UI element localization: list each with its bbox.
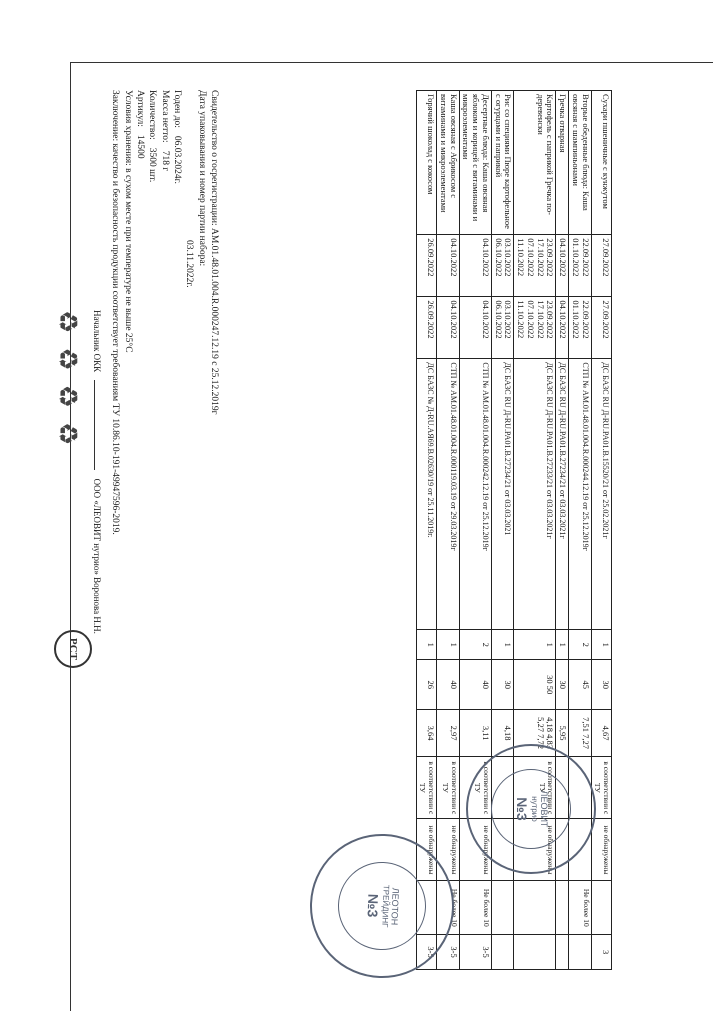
table-cell-date1: 04.10.2022 bbox=[556, 235, 569, 297]
table-cell-date2: 26.09.2022 bbox=[416, 297, 436, 359]
table-cell-name: Десертные блюда: Каша овсяная яблоком и корицей с витаминами и микроэлементами bbox=[459, 91, 491, 235]
table-cell-date1: 26.09.2022 bbox=[416, 235, 436, 297]
table-cell-r bbox=[569, 935, 592, 970]
stamp-inner: ЛЕОТОН ТРЕЙДИНГ №3 bbox=[336, 860, 428, 952]
table-cell-c1: в соответствии с ТУ bbox=[416, 757, 436, 819]
table-cell-name: Картофель с паприкой Гречка по-деревенски bbox=[514, 91, 556, 235]
table-cell-c2: не обнаружены bbox=[514, 819, 556, 881]
footer-line: Годен до: 06.03.2024г. bbox=[171, 90, 182, 184]
table-cell-doc: ДС БАЗС RU Д-RU.PA01.В.27233/21 от 03.03.2021г bbox=[514, 359, 556, 630]
table-cell-r: 3-5 bbox=[459, 935, 491, 970]
table-cell-n2: 40 bbox=[459, 660, 491, 709]
footer-line: Артикул: 14500 bbox=[134, 90, 145, 159]
table-cell-doc: СТП № АМ.01.48.01.004.R.000119.03.19 от 29.03.2019г bbox=[437, 359, 460, 630]
recycle-icon: ♻ bbox=[53, 384, 82, 408]
table-row bbox=[591, 91, 611, 970]
table-cell-r bbox=[556, 935, 569, 970]
certification-mark-icon: РСТ bbox=[54, 630, 92, 668]
table-cell-n2: 30 bbox=[591, 660, 611, 709]
table-cell-name: Каша овсяная с Абрикосом с витаминами и микроэлементами bbox=[437, 91, 460, 235]
table-cell-r bbox=[514, 935, 556, 970]
table-cell-name: Рис со специями Пюре картофельное с огурцами и паприкой bbox=[491, 91, 514, 235]
table-cell-n1: 1 bbox=[556, 629, 569, 660]
table-cell-date2: 04.10.2022 bbox=[459, 297, 491, 359]
table-cell-c3 bbox=[556, 881, 569, 935]
table-cell-r bbox=[491, 935, 514, 970]
table-cell-n2: 30 bbox=[556, 660, 569, 709]
footer-line: Свидетельство о госрегистрации: АМ.01.48.01.004.R.000247.12.19 с 25.12.2019г bbox=[209, 90, 219, 415]
table-cell-n1: 2 bbox=[569, 629, 592, 660]
table-cell-r: 3 bbox=[591, 935, 611, 970]
table-cell-date1: 04.10.2022 bbox=[459, 235, 491, 297]
table-cell-c3: Не более 10 bbox=[437, 881, 460, 935]
table-cell-c2: не обнаружены bbox=[459, 819, 491, 881]
table-cell-date1: 04.10.2022 bbox=[437, 235, 460, 297]
table-cell-val: 4,18 bbox=[491, 709, 514, 756]
table-cell-n1: 1 bbox=[416, 629, 436, 660]
table-cell-c2: не обнаружены bbox=[591, 819, 611, 881]
table-row bbox=[416, 91, 436, 970]
table-cell-date1: 23.09.2022 17.10.2022 07.10.2022 11.10.2022 bbox=[514, 235, 556, 297]
table-cell-n2: 45 bbox=[569, 660, 592, 709]
table-cell-doc: ДС БАЗС № Д-RU.АЯ69.В.02630/19 от 25.11.2019г. bbox=[416, 359, 436, 630]
stamp-inner: ЛЕОВИТ нутрио №3 bbox=[491, 769, 571, 849]
table-cell-r: 3-5 bbox=[437, 935, 460, 970]
signature bbox=[94, 380, 95, 470]
table-cell-doc: ДС БАЗС RU Д-RU.PA01.В.27234/21 от 03.03.2021г bbox=[556, 359, 569, 630]
table-cell-val: 4,18 4,83 5,27 7,72 bbox=[514, 709, 556, 756]
table-cell-n1: 1 bbox=[437, 629, 460, 660]
footer-line: Условия хранения: в сухом месте при температуре не выше 25°С bbox=[122, 90, 133, 353]
table-cell-c2: не обнаружены bbox=[437, 819, 460, 881]
table-cell-n2: 40 bbox=[437, 660, 460, 709]
table-cell-name: Сухари пшеничные с кунжутом bbox=[591, 91, 611, 235]
footer-line: Заключение: качество и безопасность продукции соответствует требованиям ТУ 10.86.10-191-49947596-2019. bbox=[110, 90, 121, 535]
table-cell-date1: 22.09.2022 01.10.2022 bbox=[569, 235, 592, 297]
table-cell-doc: ДС БАЗС RU Д-RU.PA01.В.15520/21 от 25.02.2021г bbox=[591, 359, 611, 630]
footer-line: Количество: 3500 шт. bbox=[147, 90, 158, 183]
table-cell-doc: ДС БАЗС RU Д-RU.PA01.В.27234/21 от 03.03.2021 bbox=[491, 359, 514, 630]
company-stamp bbox=[466, 744, 596, 874]
table-cell-date2: 03.10.2022 06.10.2022 bbox=[491, 297, 514, 359]
table-cell-c1: в соответствии с ТУ bbox=[514, 757, 556, 819]
table-cell-val: 5,95 bbox=[556, 709, 569, 756]
footer-line: 03.11.2022г. bbox=[184, 240, 195, 288]
signature-line: Начальник ОКК ООО «ЛЕОВИТ нутрио» Воронова Н.Н. bbox=[92, 310, 102, 634]
table-cell-c3 bbox=[591, 881, 611, 935]
table-cell-date2: 22.09.2022 01.10.2022 bbox=[569, 297, 592, 359]
recycle-icon: ♻ bbox=[53, 421, 82, 446]
footer-line: Дата упаковывания и номер партии набора: bbox=[196, 90, 207, 267]
table-cell-date2: 04.10.2022 bbox=[556, 297, 569, 359]
table-cell-c1: в соответствии с ТУ bbox=[591, 757, 611, 819]
table-cell-n2: 26 bbox=[416, 660, 436, 709]
table-cell-name: Гречка отварная bbox=[556, 91, 569, 235]
table-cell-c3 bbox=[491, 881, 514, 935]
table-cell-n1: 1 bbox=[491, 629, 514, 660]
table-cell-c3: Не более 10 bbox=[569, 881, 592, 935]
recycle-icon: ♻ bbox=[53, 347, 82, 371]
table-cell-date1: 27.09.2022 bbox=[591, 235, 611, 297]
table-cell-val: 3,11 bbox=[459, 709, 491, 756]
table-cell-n2: 30 50 bbox=[514, 660, 556, 709]
table-cell-date1: 03.10.2022 06.10.2022 bbox=[491, 235, 514, 297]
table-cell-date2: 27.09.2022 bbox=[591, 297, 611, 359]
recycling-marks bbox=[52, 310, 82, 445]
table-cell-c1: в соответствии с ТУ bbox=[437, 757, 460, 819]
table-cell-val: 2,97 bbox=[437, 709, 460, 756]
table-cell-r: 3-5 bbox=[416, 935, 436, 970]
table-cell-c2: не обнаружены bbox=[416, 819, 436, 881]
certificate-footer bbox=[109, 90, 220, 710]
table-cell-c3 bbox=[514, 881, 556, 935]
table-cell-n1: 2 bbox=[459, 629, 491, 660]
table-cell-val: 3,64 bbox=[416, 709, 436, 756]
table-cell-doc: СТП № АМ.01.48.01.004.R.000244.12.19 от 25.12.2019г bbox=[569, 359, 592, 630]
table-cell-name: Горячий шоколад с кокосом bbox=[416, 91, 436, 235]
table-cell-date2: 04.10.2022 bbox=[437, 297, 460, 359]
table-cell-doc: СТП № АМ.01.48.01.004.R.000242.12.19 от 25.12.2019г bbox=[459, 359, 491, 630]
table-cell-n1: 1 bbox=[514, 629, 556, 660]
table-cell-n1: 1 bbox=[591, 629, 611, 660]
table-row bbox=[437, 91, 460, 970]
table-cell-n2: 30 bbox=[491, 660, 514, 709]
recycle-icon: ♻ bbox=[53, 310, 82, 334]
table-cell-val: 4,67 bbox=[591, 709, 611, 756]
footer-line: Масса нетто: 718 г bbox=[159, 90, 170, 172]
table-cell-name: Вторые обеденные блюда: Каша овсяная с шампиньонами bbox=[569, 91, 592, 235]
table-cell-val: 7,51 7,27 bbox=[569, 709, 592, 756]
table-cell-date2: 23.09.2022 17.10.2022 07.10.2022 11.10.2022 bbox=[514, 297, 556, 359]
table-cell-c1: в соответствии с ТУ bbox=[459, 757, 491, 819]
table-cell-c3: Не более 10 bbox=[459, 881, 491, 935]
